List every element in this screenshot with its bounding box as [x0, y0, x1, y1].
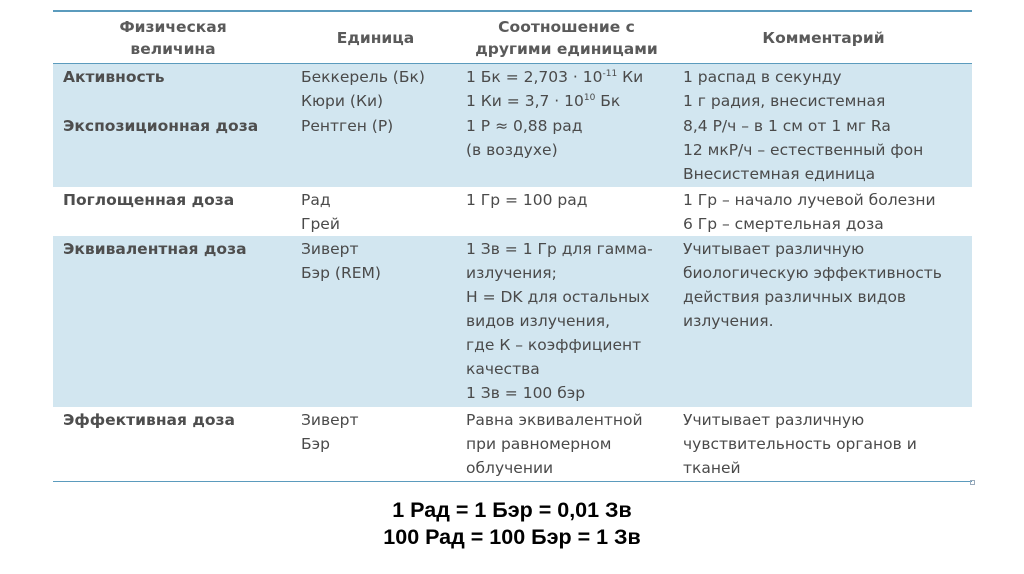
table-row-effective	[53, 407, 972, 481]
cell-quantity: Активность	[53, 64, 293, 114]
cell-unit: Зиверт Бэр	[293, 407, 458, 481]
cell-ratio: 1 Гр = 100 рад	[466, 191, 588, 209]
cell-quantity: Поглощенная доза	[63, 191, 235, 209]
cell-quantity: Эффективная доза	[53, 407, 293, 481]
ratio-line-2	[466, 92, 620, 110]
cell-comment: Учитывает различную чувствительность органов и тканей	[675, 407, 972, 481]
table-row-equivalent	[53, 236, 972, 407]
cell-comment: Учитывает различную биологическую эффективность действия различных видов излучения.	[675, 236, 972, 407]
cell-unit: Рентген (Р)	[293, 113, 458, 187]
cell-ratio: Равна эквивалентной при равномерном облучении	[458, 407, 675, 481]
ratio-exponent: -11	[602, 68, 618, 79]
cell-quantity: Экспозиционная доза	[53, 113, 293, 187]
table-end-marker	[970, 480, 975, 485]
table-row-exposure	[53, 113, 972, 187]
cell-comment: 8,4 Р/ч – в 1 см от 1 мг Ra 12 мкР/ч – естественный фон Внесистемная единица	[675, 113, 972, 187]
formula-line-1: 1 Рад = 1 Бэр = 0,01 Зв	[392, 498, 632, 522]
ratio-exponent: 10	[583, 92, 596, 103]
header-ratio: Соотношение с другими единицами	[458, 11, 675, 64]
formula-line-2: 100 Рад = 100 Бэр = 1 Зв	[383, 525, 641, 549]
cell-unit: Зиверт Бэр (REM)	[293, 236, 458, 407]
ratio-text: Бк	[595, 92, 621, 110]
ratio-text: 1 Ки = 3,7 · 10	[466, 92, 584, 110]
header-unit: Единица	[293, 11, 458, 64]
conversion-formulas	[0, 497, 1024, 551]
cell-unit: Рад Грей	[301, 191, 340, 233]
cell-comment: 1 распад в секунду 1 г радия, внесистемная	[675, 64, 972, 114]
table-row-activity	[53, 64, 972, 114]
cell-quantity: Эквивалентная доза	[53, 236, 293, 407]
ratio-text: Ки	[617, 68, 644, 86]
table-row-absorbed	[53, 187, 972, 236]
radiation-units-table	[53, 10, 972, 482]
cell-ratio: 1 Зв = 1 Гр для гамма- излучения; H = DK для остальных видов излучения, где К – коэффициент качества 1 Зв = 100 бэр	[458, 236, 675, 407]
ratio-text: 1 Бк = 2,703 · 10	[466, 68, 603, 86]
header-comment: Комментарий	[675, 11, 972, 64]
cell-ratio	[458, 64, 675, 114]
ratio-line-1	[466, 68, 643, 86]
cell-comment: 1 Гр – начало лучевой болезни 6 Гр – смертельная доза	[683, 191, 936, 233]
header-quantity: Физическая величина	[53, 11, 293, 64]
cell-ratio: 1 Р ≈ 0,88 рад (в воздухе)	[458, 113, 675, 187]
table-header	[53, 11, 972, 64]
cell-unit: Беккерель (Бк) Кюри (Ки)	[293, 64, 458, 114]
